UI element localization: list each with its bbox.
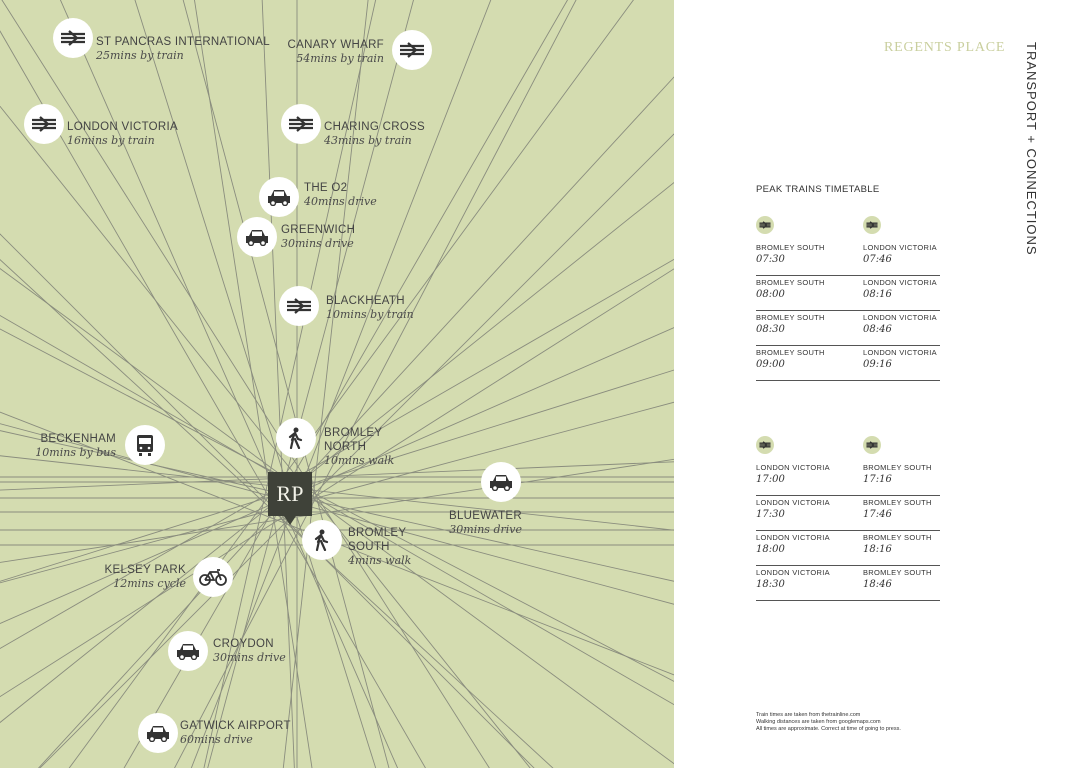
table-row	[756, 532, 940, 566]
station-name: BROMLEY SOUTH	[863, 498, 932, 507]
table-row	[756, 497, 940, 531]
location-name: GREENWICH	[281, 224, 356, 236]
bus-icon	[125, 425, 165, 465]
time: 18:16	[863, 544, 892, 555]
location-greenwich	[281, 223, 355, 251]
time: 07:46	[863, 254, 892, 265]
walk-icon	[276, 418, 316, 458]
rail-icon	[24, 104, 64, 144]
evening-timetable	[756, 436, 940, 602]
time: 18:00	[756, 544, 785, 555]
time: 08:46	[863, 324, 892, 335]
timetable-title: PEAK TRAINS TIMETABLE	[756, 184, 880, 195]
time: 18:46	[863, 579, 892, 590]
location-charing-cross	[324, 120, 425, 148]
walk-icon	[302, 520, 342, 560]
time: 17:16	[863, 474, 892, 485]
location-time: 40mins drive	[304, 195, 377, 208]
time: 08:30	[756, 324, 785, 335]
location-canary-wharf	[262, 38, 384, 66]
connection-line	[0, 305, 674, 729]
station-name: LONDON VICTORIA	[756, 498, 830, 507]
location-blackheath	[326, 294, 414, 322]
location-name: THE O2	[304, 182, 348, 194]
table-row	[756, 312, 940, 346]
footnote-line: All times are approximate. Correct at time of going to press.	[756, 726, 901, 732]
location-name: GATWICK AIRPORT	[180, 720, 291, 732]
location-name: LONDON VICTORIA	[67, 121, 178, 133]
location-name: BROMLEY	[348, 527, 407, 539]
station-name: LONDON VICTORIA	[756, 533, 830, 542]
location-name: BROMLEY	[324, 427, 383, 439]
location-name: NORTH	[324, 441, 367, 453]
location-time: 30mins drive	[213, 651, 286, 664]
table-row	[756, 462, 940, 496]
location-time: 54mins by train	[296, 52, 384, 65]
car-icon	[168, 631, 208, 671]
table-row	[756, 242, 940, 276]
rail-icon	[392, 30, 432, 70]
location-croydon	[213, 637, 286, 665]
station-name: LONDON VICTORIA	[756, 463, 830, 472]
time: 17:00	[756, 474, 785, 485]
location-name: BLACKHEATH	[326, 295, 405, 307]
location-time: 10mins walk	[324, 454, 395, 467]
rail-icon	[756, 216, 774, 234]
car-icon	[259, 177, 299, 217]
location-name: CROYDON	[213, 638, 274, 650]
footnote	[756, 712, 901, 733]
location-name: KELSEY PARK	[104, 564, 186, 576]
footnote-line: Train times are taken from thetrainline.com	[756, 712, 861, 718]
location-name: BECKENHAM	[40, 433, 116, 445]
station-name: LONDON VICTORIA	[863, 243, 937, 252]
rail-icon	[279, 286, 319, 326]
location-time: 10mins by train	[326, 308, 414, 321]
time: 07:30	[756, 254, 785, 265]
location-name: SOUTH	[348, 541, 390, 553]
brand-title: REGENTS PLACE	[884, 40, 1006, 55]
station-name: BROMLEY SOUTH	[863, 568, 932, 577]
station-name: BROMLEY SOUTH	[863, 463, 932, 472]
station-name: BROMLEY SOUTH	[756, 313, 825, 322]
station-name: LONDON VICTORIA	[756, 568, 830, 577]
time: 09:16	[863, 359, 892, 370]
location-time: 12mins cycle	[113, 577, 186, 590]
location-kelsey-park	[70, 563, 186, 591]
time: 17:30	[756, 509, 785, 520]
location-st-pancras	[96, 35, 270, 63]
station-name: BROMLEY SOUTH	[756, 348, 825, 357]
time: 08:00	[756, 289, 785, 300]
station-name: LONDON VICTORIA	[863, 348, 937, 357]
car-icon	[138, 713, 178, 753]
location-name: ST PANCRAS INTERNATIONAL	[96, 36, 270, 48]
location-name: BLUEWATER	[449, 510, 522, 522]
section-title: TRANSPORT + CONNECTIONS	[1024, 42, 1039, 256]
rail-icon	[863, 436, 881, 454]
location-time: 30mins drive	[281, 237, 354, 250]
station-name: BROMLEY SOUTH	[863, 533, 932, 542]
location-london-victoria	[67, 120, 178, 148]
car-icon	[481, 462, 521, 502]
rail-icon	[756, 436, 774, 454]
table-row	[756, 277, 940, 311]
location-name: CHARING CROSS	[324, 121, 426, 133]
station-name: BROMLEY SOUTH	[756, 243, 825, 252]
connection-line	[0, 333, 674, 640]
location-bluewater	[420, 509, 522, 537]
station-name: BROMLEY SOUTH	[756, 278, 825, 287]
location-beckenham	[10, 432, 116, 460]
table-row	[756, 347, 940, 381]
location-gatwick-airport	[180, 719, 291, 747]
location-bromley-north	[324, 426, 394, 468]
rail-icon	[53, 18, 93, 58]
location-the-o2	[304, 181, 377, 209]
location-time: 43mins by train	[324, 134, 412, 147]
regents-place-marker: RP	[268, 472, 312, 516]
station-name: LONDON VICTORIA	[863, 278, 937, 287]
footnote-line: Walking distances are taken from googlemaps.com	[756, 719, 881, 725]
location-time: 10mins by bus	[35, 446, 116, 459]
rail-icon	[863, 216, 881, 234]
station-name: LONDON VICTORIA	[863, 313, 937, 322]
time: 09:00	[756, 359, 785, 370]
location-time: 4mins walk	[348, 554, 412, 567]
location-name: CANARY WHARF	[287, 39, 384, 51]
car-icon	[237, 217, 277, 257]
table-row	[756, 567, 940, 601]
time: 18:30	[756, 579, 785, 590]
location-time: 25mins by train	[96, 49, 184, 62]
time: 17:46	[863, 509, 892, 520]
location-bromley-south	[348, 526, 411, 568]
time: 08:16	[863, 289, 892, 300]
morning-timetable	[756, 216, 940, 382]
bike-icon	[193, 557, 233, 597]
location-time: 60mins drive	[180, 733, 253, 746]
rail-icon	[281, 104, 321, 144]
location-time: 30mins drive	[449, 523, 522, 536]
location-time: 16mins by train	[67, 134, 155, 147]
